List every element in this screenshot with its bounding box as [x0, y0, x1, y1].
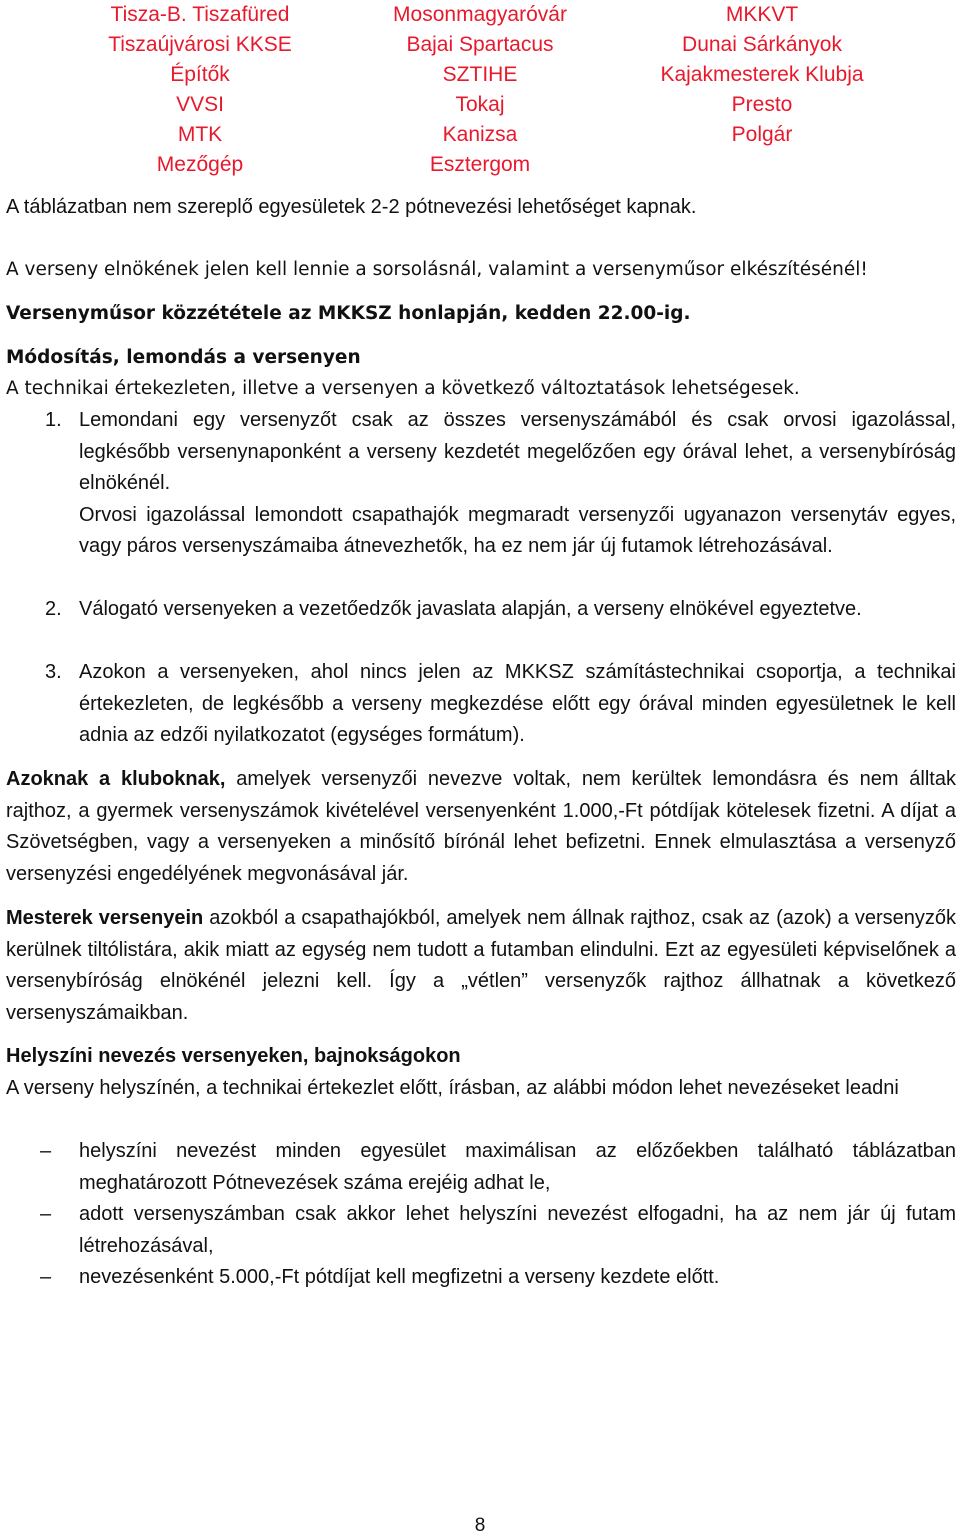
masters-text: azokból a csapathajókból, amelyek nem állnak rajthoz, csak az (azok) a versenyzők kerülnek tiltólistára, akik miatt az egység nem tudott a futamban elindulni. Ezt az egyesületi képviselőnek a versenybíróság elnökénél jelezni kell. Így a „vétlen” versenyzők rajthoz állhatnak a következő versenyszámaikban.	[6, 907, 956, 1024]
president-presence-note: A verseny elnökének jelen kell lennie a sorsolásnál, valamint a versenyműsor elkészítésénél!	[6, 259, 868, 280]
club-name: Kanizsa	[442, 123, 518, 146]
modification-heading: Módosítás, lemondás a versenyen	[6, 347, 361, 368]
club-name: Mosonmagyaróvár	[393, 3, 567, 26]
masters-lead: Mesterek versenyein	[6, 907, 204, 929]
club-column-1	[55, 0, 345, 180]
dash-bullet: –	[40, 1266, 52, 1288]
onsite-item-2	[6, 1199, 956, 1262]
item-extra-text: Orvosi igazolással lemondott csapathajók megmaradt versenyzői ugyanazon versenytáv egyes, vagy páros versenyszámaiba átnevezhetők, ha ez nem jár új futamok létrehozásával.	[79, 503, 956, 557]
page-number: 8	[474, 1515, 486, 1536]
onsite-item-3	[6, 1262, 956, 1294]
club-name: Tisza-B. Tiszafüred	[110, 3, 290, 26]
dash-bullet: –	[40, 1140, 52, 1162]
club-name: MKKVT	[725, 3, 799, 26]
item-text: nevezésenként 5.000,-Ft pótdíjat kell megfizetni a verseny kezdete előtt.	[79, 1266, 720, 1288]
club-name: SZTIHE	[442, 63, 518, 86]
club-name: MTK	[177, 123, 223, 146]
onsite-intro: A verseny helyszínén, a technikai értekezlet előtt, írásban, az alábbi módon lehet nevezéseket leadni	[6, 1077, 899, 1099]
item-text: Lemondani egy versenyzőt csak az összes versenyszámából és csak orvosi igazolással, legkésőbb versenynaponként a verseny kezdetét megelőzően egy órával lehet, a versenybíróság elnökénél.	[79, 409, 956, 494]
club-column-3	[617, 0, 907, 150]
item-text: Azokon a versenyeken, ahol nincs jelen az MKKSZ számítástechnikai csoportja, a technikai értekezleten, de legkésőbb a verseny megkezdése előtt egy órával minden egyesületnek le kell adnia az edzői nyilatkozatot (egységes formátum).	[79, 661, 956, 746]
club-name: Tokaj	[455, 93, 505, 116]
club-name: Tiszaújvárosi KKSE	[108, 33, 292, 56]
masters-paragraph	[6, 903, 956, 1029]
club-name: Kajakmesterek Klubja	[660, 63, 864, 86]
clubs-penalty-text: amelyek versenyzői nevezve voltak, nem kerültek lemondásra és nem álltak rajthoz, a gyermek versenyszámok kivételével versenyenként 1.000,-Ft pótdíjak kötelesek fizetni. A díjat a Szövetségben, vagy a versenyeken a minősítő bírónál lehet befizetni. Ennek elmulasztása a versenyző versenyzési engedélyének megvonásával jár.	[6, 768, 956, 885]
club-name: Esztergom	[429, 153, 531, 176]
program-publication-note: Versenyműsor közzététele az MKKSZ honlapján, kedden 22.00-ig.	[6, 303, 691, 324]
club-name: Építők	[170, 63, 230, 86]
modification-intro: A technikai értekezleten, illetve a versenyen a következő változtatások lehetségesek.	[6, 378, 800, 399]
modification-item-2	[45, 594, 956, 626]
club-name: VVSI	[176, 93, 224, 116]
clubs-penalty-lead: Azoknak a kluboknak,	[6, 768, 226, 790]
club-name: Presto	[731, 93, 793, 116]
club-name: Bajai Spartacus	[406, 33, 554, 56]
club-column-2	[335, 0, 625, 180]
onsite-item-1	[6, 1136, 956, 1199]
dash-bullet: –	[40, 1203, 52, 1225]
item-number: 2.	[45, 598, 62, 620]
extra-entries-note: A táblázatban nem szereplő egyesületek 2-2 pótnevezési lehetőséget kapnak.	[6, 196, 697, 218]
modification-item-3	[45, 657, 956, 752]
club-name: Polgár	[731, 123, 793, 146]
item-text: adott versenyszámban csak akkor lehet helyszíni nevezést elfogadni, ha az nem jár új futam létrehozásával,	[79, 1203, 956, 1257]
item-number: 3.	[45, 661, 62, 683]
item-text: helyszíni nevezést minden egyesület maximálisan az előzőekben található táblázatban meghatározott Pótnevezések száma erejéig adhat le,	[79, 1140, 956, 1194]
clubs-penalty-paragraph	[6, 764, 956, 890]
club-name: Dunai Sárkányok	[682, 33, 842, 56]
onsite-heading: Helyszíni nevezés versenyeken, bajnokságokon	[6, 1045, 461, 1067]
club-name: Mezőgép	[156, 153, 244, 176]
item-text: Válogató versenyeken a vezetőedzők javaslata alapján, a verseny elnökével egyeztetve.	[79, 598, 862, 620]
modification-item-1	[45, 405, 956, 563]
item-number: 1.	[45, 409, 62, 431]
